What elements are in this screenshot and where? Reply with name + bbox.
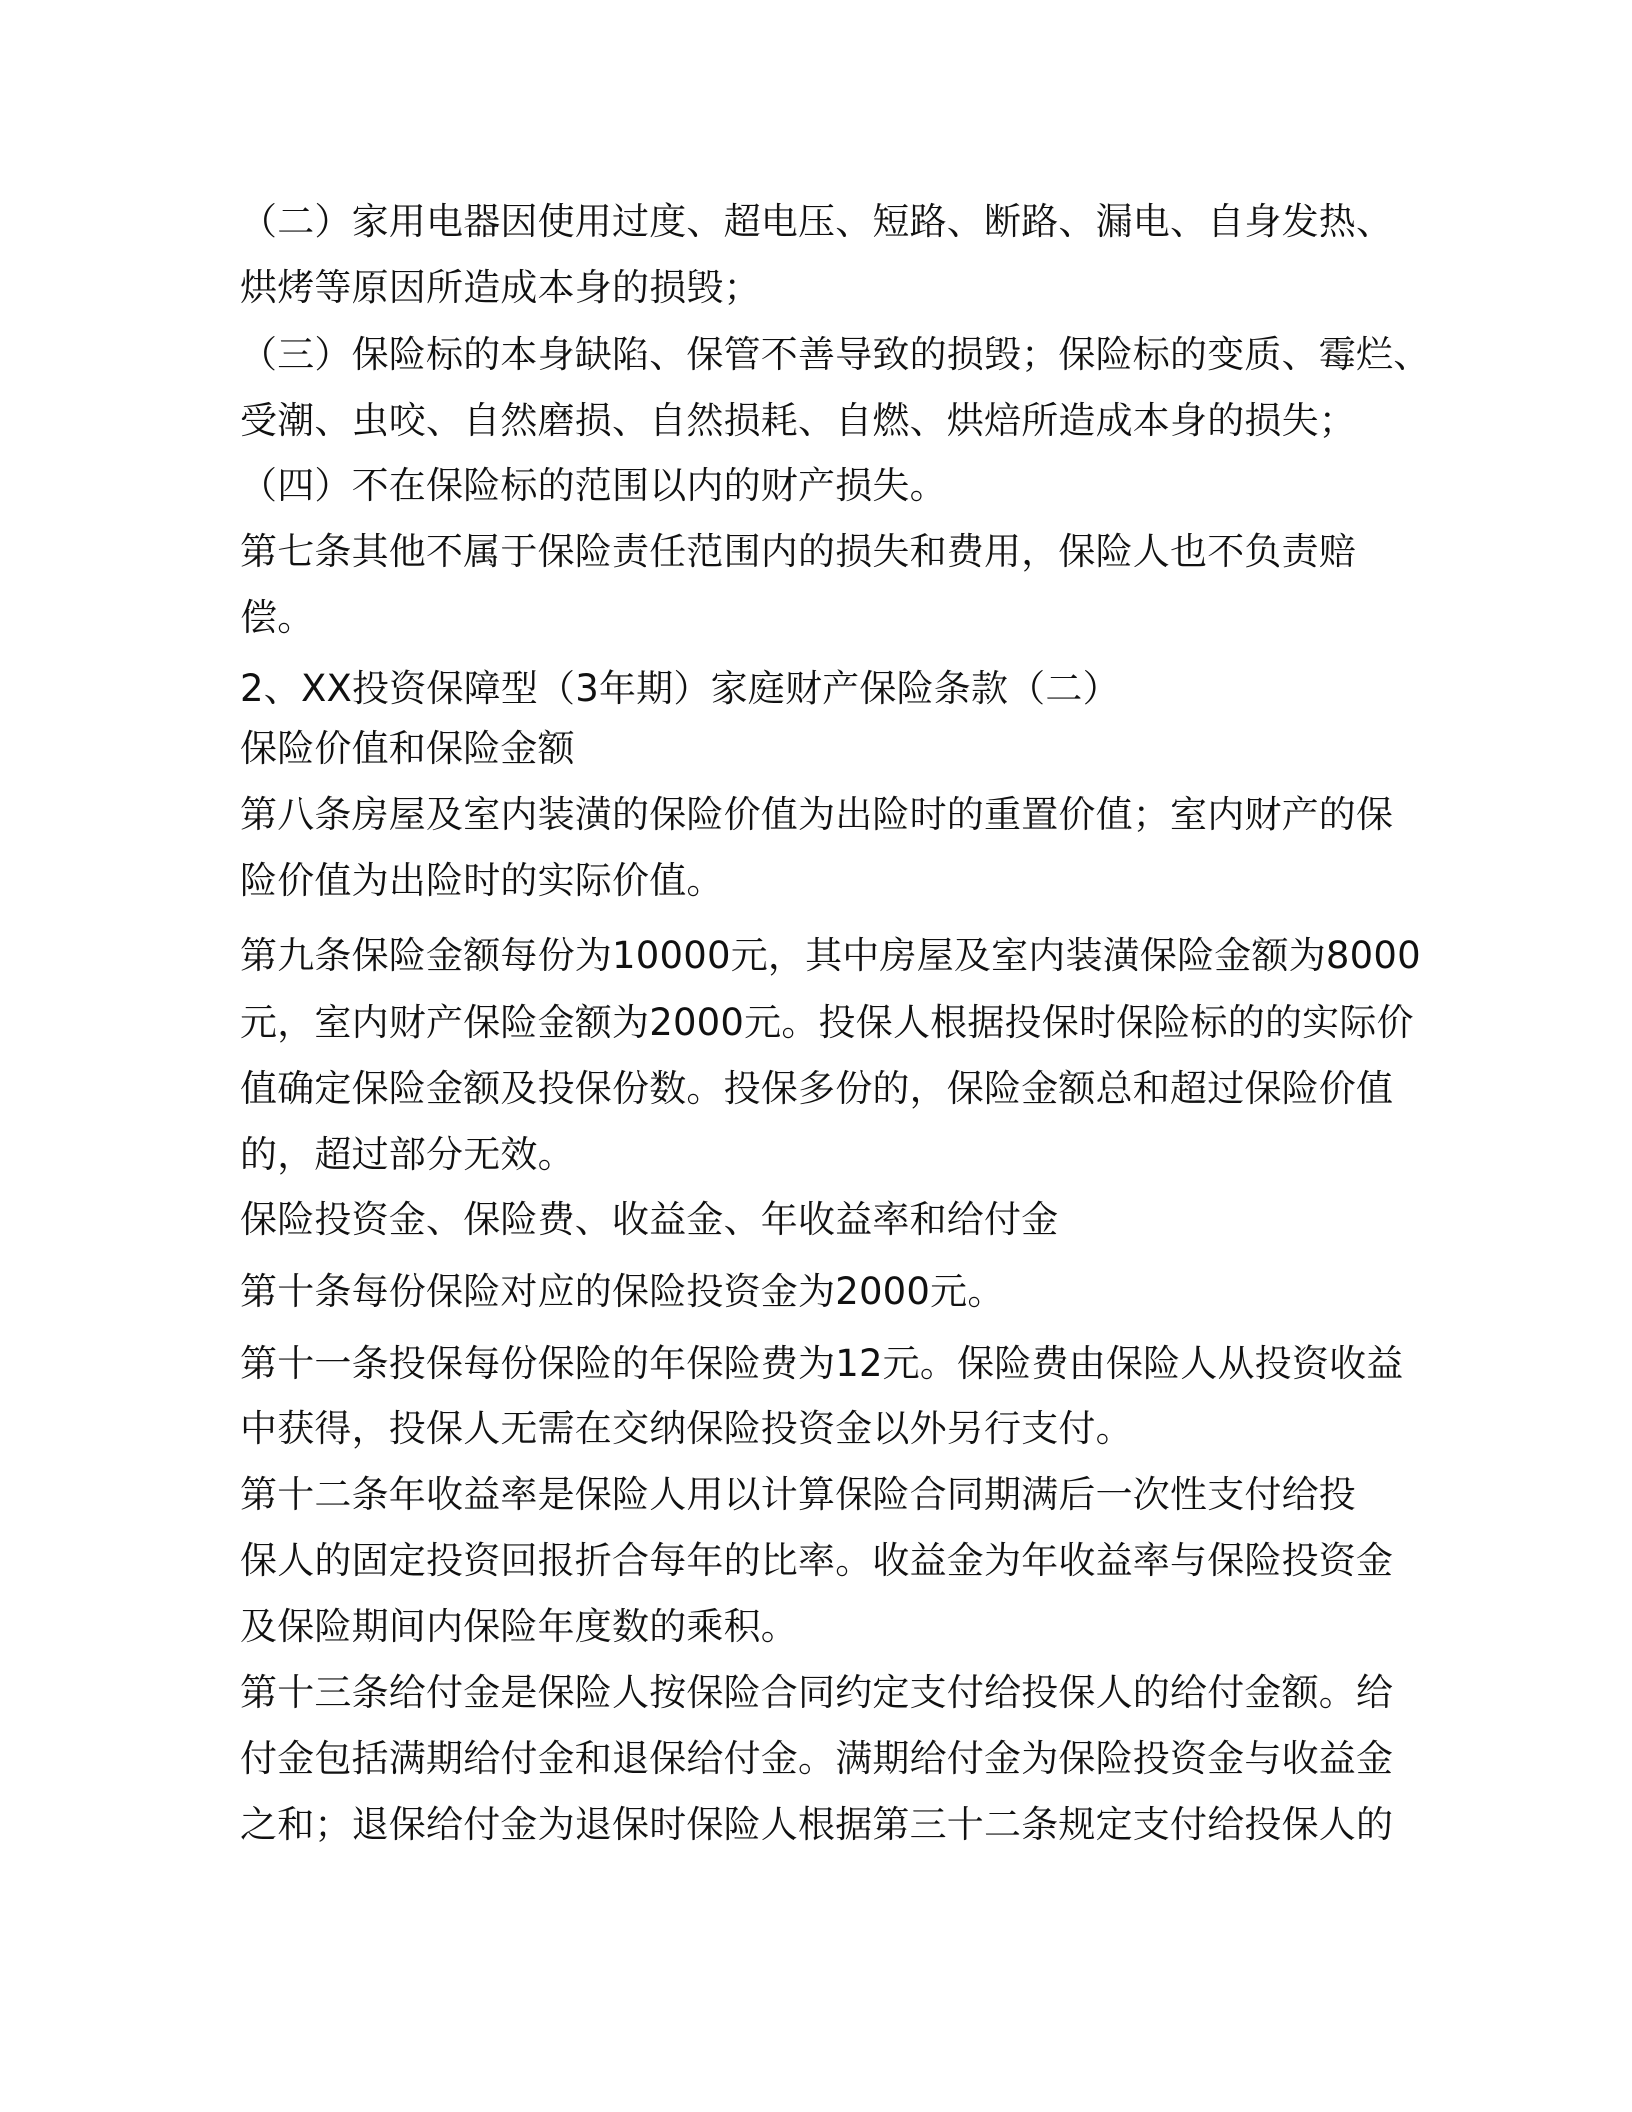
clause-line: 中获得，投保人无需在交纳保险投资金以外另行支付。 (240, 1407, 1133, 1450)
clause-line: 及保险期间内保险年度数的乘积。 (240, 1605, 798, 1648)
clause-line: 之和；退保给付金为退保时保险人根据第三十二条规定支付给投保人的 (240, 1803, 1394, 1846)
clause-line: 受潮、虫咬、自然磨损、自然损耗、自燃、烘焙所造成本身的损失； (240, 399, 1356, 442)
clause-line: 烘烤等原因所造成本身的损毁； (240, 266, 761, 309)
clause-line: 第十条每份保险对应的保险投资金为2000元。 (240, 1270, 1005, 1313)
clause-line: 第八条房屋及室内装潢的保险价值为出险时的重置价值；室内财产的保 (240, 793, 1394, 836)
section-title: 2、XX投资保障型（3年期）家庭财产保险条款（二） (240, 667, 1120, 710)
clause-line: （二）家用电器因使用过度、超电压、短路、断路、漏电、自身发热、 (240, 200, 1394, 243)
clause-line: 第十二条年收益率是保险人用以计算保险合同期满后一次性支付给投 (240, 1473, 1356, 1516)
section-heading: 保险价值和保险金额 (240, 727, 575, 770)
clause-line: 元，室内财产保险金额为2000元。投保人根据投保时保险标的的实际价 (240, 1001, 1414, 1044)
clause-line: 第七条其他不属于保险责任范围内的损失和费用，保险人也不负责赔 (240, 530, 1356, 573)
clause-line: 险价值为出险时的实际价值。 (240, 859, 724, 902)
clause-line: 付金包括满期给付金和退保给付金。满期给付金为保险投资金与收益金 (240, 1737, 1394, 1780)
section-heading: 保险投资金、保险费、收益金、年收益率和给付金 (240, 1198, 1059, 1241)
clause-line: 第九条保险金额每份为10000元，其中房屋及室内装潢保险金额为8000 (240, 934, 1421, 977)
clause-line: （四）不在保险标的范围以内的财产损失。 (240, 464, 947, 507)
clause-line: 的，超过部分无效。 (240, 1133, 575, 1176)
clause-line: 保人的固定投资回报折合每年的比率。收益金为年收益率与保险投资金 (240, 1539, 1394, 1582)
clause-line: 偿。 (240, 596, 315, 639)
clause-line: （三）保险标的本身缺陷、保管不善导致的损毁；保险标的变质、霉烂、 (240, 333, 1431, 376)
clause-line: 值确定保险金额及投保份数。投保多份的，保险金额总和超过保险价值 (240, 1067, 1394, 1110)
clause-line: 第十三条给付金是保险人按保险合同约定支付给投保人的给付金额。给 (240, 1671, 1394, 1714)
clause-line: 第十一条投保每份保险的年保险费为12元。保险费由保险人从投资收益 (240, 1342, 1404, 1385)
